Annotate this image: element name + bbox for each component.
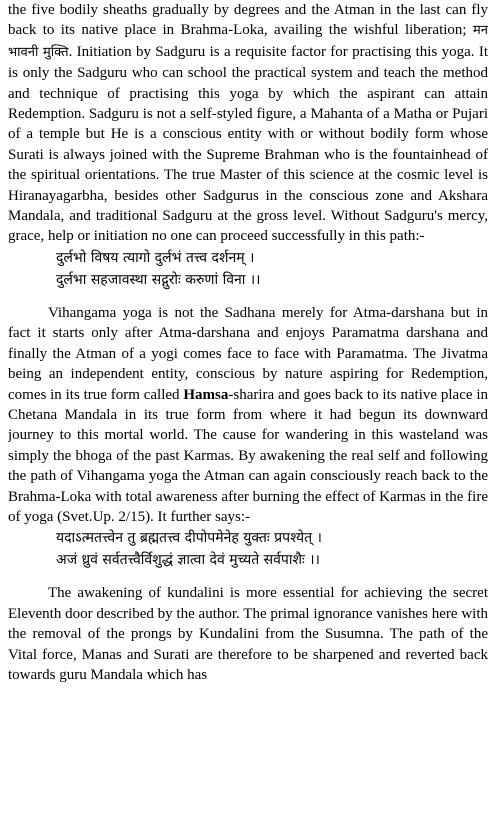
paragraph-kundalini: [8, 583, 488, 685]
paragraph-vihangama-yoga: [8, 303, 488, 527]
verse-1-line-1: दुर्लभो विषय त्यागो दुर्लभं तत्त्व दर्शनम् ।: [56, 249, 255, 266]
bold-term-hamsa: Hamsa: [183, 386, 229, 403]
paragraph-2-text-a: Vihangama yoga is not the Sadhana merely for Atma-darshana but in fact it starts only after Atma-darshana and enjoys Paramatma darshana and finally the Atman of a yogi comes face to face with Paramatma. The Jivatma being an independent entity, conscious by nature aspiring for Redemption, comes in its true form called: [8, 304, 488, 403]
paragraph-1-text-b: . Initiation by Sadguru is a requisite factor for practising this yoga. It is only the Sadguru who can school the practical system and teach the method and technique of practising this yoga by which the aspirant can attain Redemption. Sadguru is not a self-styled figure, a Mahanta of a Matha or Pujari of a temple but He is a conscious entity with or without bodily form whose Surati is always joined with the Supreme Brahman who is the fountainhead of the spiritual orientations. The true Master of this science at the cosmic level is Hiranayagarbha, besides other Sadgurus in the conscious zone and Akshara Mandala, and traditional Sadguru at the gross level. Without Sadguru's mercy, grace, help or initiation no one can proceed successfully in this path:-: [8, 43, 488, 245]
verse-2-line-2: अजं ध्रुवं सर्वतत्त्वैर्विशुद्धं ज्ञात्वा देवं मुच्यते सर्वपाशैः ।।: [56, 552, 320, 569]
sanskrit-inline-phrase: मन भावनी मुक्ति: [8, 23, 488, 60]
paragraph-sadguru: [8, 0, 488, 247]
paragraph-2-text-b: -sharira and goes back to its native place in Chetana Mandala in its true form from where it had begun its downward journey to this mortal world. The cause for wandering in this wasteland was simply the bhoga of the past Karmas. By awakening the real self and following the path of Vihangama yoga the Atman can again consciously reach back to the Brahma-Loka with total awareness after burning the effect of Karmas in the fire of yoga (Svet.Up. 2/15). It further says:-: [8, 386, 488, 525]
spacer: [8, 571, 488, 583]
verse-2-line-1: यदाऽत्मतत्त्वेन तु ब्रह्मतत्त्व दीपोपमेनेह युक्तः प्रपश्येत् ।: [56, 530, 322, 547]
paragraph-3-text: The awakening of kundalini is more essential for achieving the secret Eleventh door described by the author. The primal ignorance vanishes here with the removal of the prongs by Kundalini from the Susumna. The path of the Vital force, Manas and Surati are therefore to be sharpened and reverted back towards guru Mandala which has: [8, 585, 488, 683]
paragraph-1-text-a: the five bodily sheaths gradually by degrees and the Atman in the last can fly back to its native place in Brahma-Loka, availing the wishful liberation;: [8, 2, 488, 39]
sanskrit-verse-2: [56, 527, 488, 571]
spacer: [8, 291, 488, 303]
sanskrit-verse-1: [56, 247, 488, 291]
verse-1-line-2: दुर्लभा सहजावस्था सद्गुरोः करुणां विना ।।: [56, 271, 261, 288]
book-page: [8, 0, 488, 826]
